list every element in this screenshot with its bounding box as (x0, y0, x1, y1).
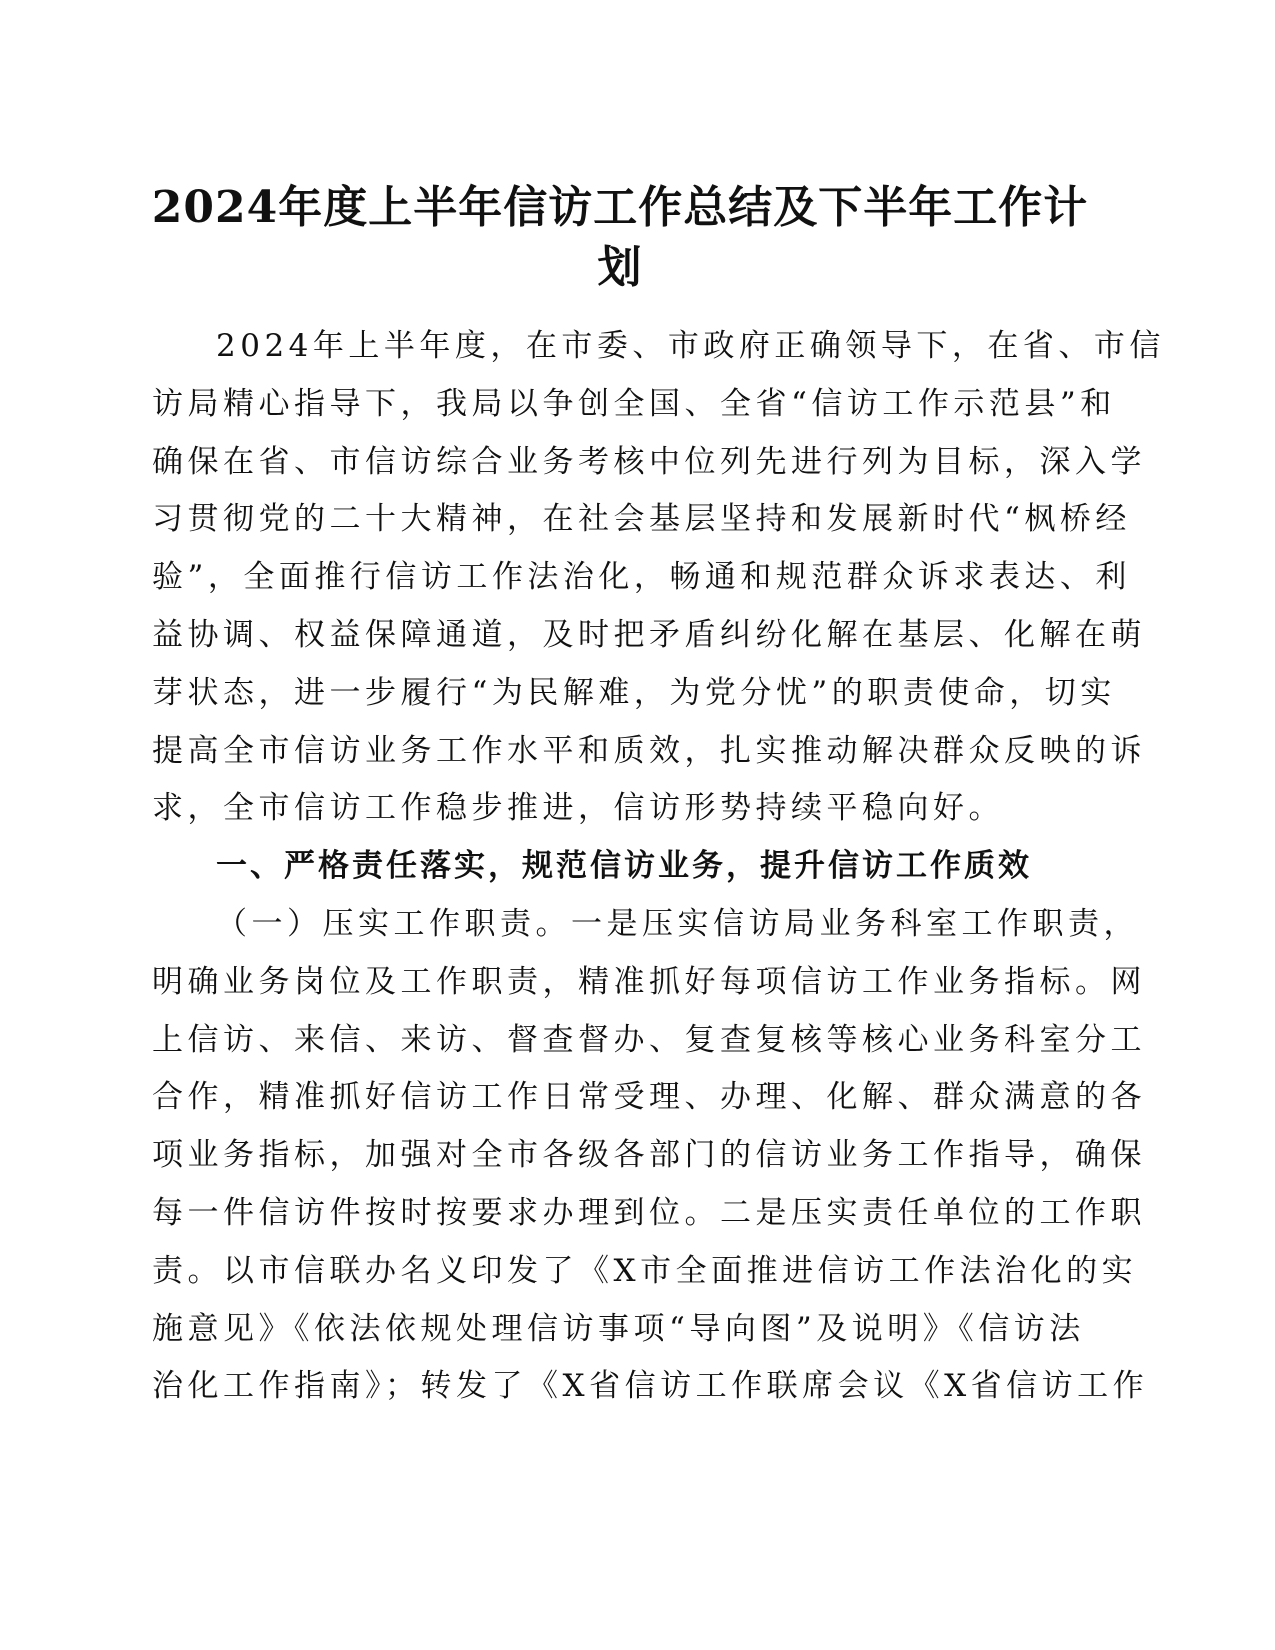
section-line: 治化工作指南》；转发了《X省信访工作联席会议《X省信访工作 (152, 1368, 1149, 1405)
intro-line: 验”，全面推行信访工作法治化，畅通和规范群众诉求表达、利 (152, 559, 1131, 596)
document-body (152, 318, 1165, 1416)
intro-line: 芽状态，进一步履行“为民解难，为党分忧”的职责使命，切实 (152, 674, 1116, 711)
intro-line: 确保在省、市信访综合业务考核中位列先进行列为目标，深入学 (152, 443, 1146, 480)
section-line: 每一件信访件按时按要求办理到位。二是压实责任单位的工作职 (152, 1194, 1146, 1231)
section-heading: 一、严格责任落实，规范信访业务，提升信访工作质效 (216, 848, 1032, 885)
intro-line: 访局精心指导下，我局以争创全国、全省“信访工作示范县”和 (152, 385, 1116, 422)
document-title (150, 178, 1090, 298)
intro-line: 提高全市信访业务工作水平和质效，扎实推动解决群众反映的诉 (152, 732, 1146, 769)
section-line: 责。以市信联办名义印发了《X市全面推进信访工作法治化的实 (152, 1252, 1138, 1289)
section-line: 施意见》《依法依规处理信访事项“导向图”及说明》《信访法 (152, 1310, 1085, 1347)
intro-line: 求，全市信访工作稳步推进，信访形势持续平稳向好。 (152, 790, 1004, 827)
section-line: 项业务指标，加强对全市各级各部门的信访业务工作指导，确保 (152, 1137, 1146, 1174)
intro-line: 2024年上半年度，在市委、市政府正确领导下，在省、市信 (216, 328, 1165, 364)
section-line: 上信访、来信、来访、督查督办、复查复核等核心业务科室分工 (152, 1021, 1146, 1058)
intro-line: 习贯彻党的二十大精神，在社会基层坚持和发展新时代“枫桥经 (152, 501, 1131, 538)
title-line: 划 (597, 242, 643, 293)
section-line: 合作，精准抓好信访工作日常受理、办理、化解、群众满意的各 (152, 1079, 1146, 1116)
title-line: 2024年度上半年信访工作总结及下半年工作计 (151, 182, 1089, 233)
intro-line: 益协调、权益保障通道，及时把矛盾纠纷化解在基层、化解在萌 (152, 616, 1146, 653)
section-line: 明确业务岗位及工作职责，精准抓好每项信访工作业务指标。网 (152, 963, 1146, 1000)
section-line: （一）压实工作职责。一是压实信访局业务科室工作职责， (216, 905, 1139, 942)
